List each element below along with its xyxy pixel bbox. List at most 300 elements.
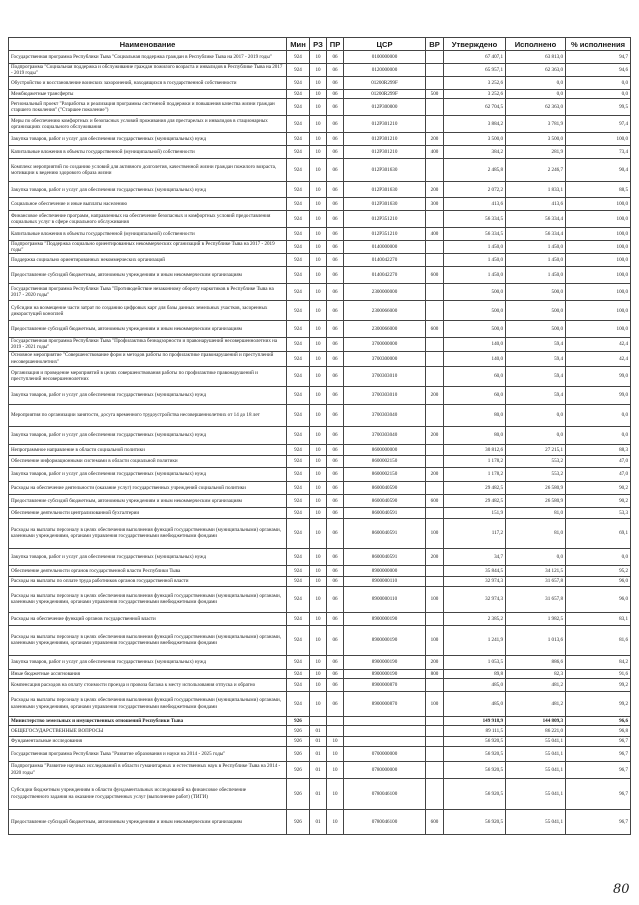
cell-vr	[426, 678, 444, 691]
cell-percent: 100,0	[566, 228, 631, 241]
cell-min: 924	[287, 133, 310, 146]
cell-percent: 100,0	[566, 284, 631, 301]
cell-vr	[426, 99, 444, 116]
cell-vr: 100	[426, 625, 444, 655]
table-row	[9, 669, 631, 678]
cell-vr	[426, 51, 444, 64]
cell-name: Межбюджетные трансферты	[9, 90, 287, 99]
cell-approved: 500,0	[444, 301, 506, 321]
cell-vr	[426, 746, 444, 761]
cell-pr: 06	[327, 494, 344, 507]
header-pr: ПР	[327, 38, 344, 51]
cell-vr: 100	[426, 518, 444, 548]
cell-name: Капитальные вложения в объекты государственной (муниципальной) собственности	[9, 146, 287, 159]
cell-rz: 10	[310, 228, 327, 241]
cell-percent: 99,5	[566, 99, 631, 116]
cell-executed: 144 809,3	[506, 716, 566, 725]
cell-percent: 96,7	[566, 778, 631, 809]
cell-vr	[426, 481, 444, 494]
cell-executed: 1 833,1	[506, 182, 566, 198]
table-row	[9, 736, 631, 746]
cell-csr: 0780000000	[344, 761, 426, 778]
cell-rz: 01	[310, 725, 327, 736]
cell-name: Фундаментальные исследования	[9, 736, 287, 746]
table-row	[9, 182, 631, 198]
cell-vr: 600	[426, 321, 444, 338]
cell-rz: 01	[310, 736, 327, 746]
cell-approved: 485,0	[444, 691, 506, 716]
cell-csr: 01200R299F	[344, 90, 426, 99]
cell-name: Закупка товаров, работ и услуг для обеспечения государственных (муниципальных) нужд	[9, 133, 287, 146]
cell-rz: 10	[310, 444, 327, 455]
cell-executed: 481,2	[506, 691, 566, 716]
cell-executed: 55 041,1	[506, 736, 566, 746]
table-row	[9, 267, 631, 284]
cell-approved: 89 111,5	[444, 725, 506, 736]
cell-csr: 2300000000	[344, 284, 426, 301]
cell-approved: 62 704,5	[444, 99, 506, 116]
cell-min: 924	[287, 254, 310, 267]
cell-name: Закупка товаров, работ и услуг для обеспечения государственных (муниципальных) нужд	[9, 548, 287, 565]
cell-percent: 96,7	[566, 746, 631, 761]
cell-csr: 8900000000	[344, 565, 426, 576]
table-row	[9, 90, 631, 99]
cell-rz: 10	[310, 404, 327, 426]
cell-csr: 012P301630	[344, 159, 426, 182]
cell-percent: 0,0	[566, 90, 631, 99]
cell-csr: 0100000000	[344, 51, 426, 64]
cell-executed: 31 657,8	[506, 586, 566, 612]
cell-rz: 10	[310, 301, 327, 321]
cell-pr: 06	[327, 444, 344, 455]
cell-executed: 26 580,9	[506, 494, 566, 507]
cell-name: Региональный проект "Разработка и реализация программы системной поддержки и повышения качества жизни граждан старшего поколения" ("Старшее поколение")	[9, 99, 287, 116]
cell-pr: 06	[327, 267, 344, 284]
cell-approved: 32 974,3	[444, 576, 506, 586]
cell-rz: 10	[310, 669, 327, 678]
cell-executed: 0,0	[506, 548, 566, 565]
cell-vr: 200	[426, 386, 444, 404]
header-executed: Исполнено	[506, 38, 566, 51]
table-row	[9, 146, 631, 159]
page-number: 80	[613, 882, 630, 897]
cell-executed: 31 657,8	[506, 576, 566, 586]
cell-name: Подпрограмма "Социальная поддержка и обслуживание граждан пожилого возраста и инвалидов в Республике Тыва на 2017 - 2019 годы"	[9, 64, 287, 77]
cell-percent: 69,1	[566, 518, 631, 548]
cell-min: 924	[287, 576, 310, 586]
cell-pr: 06	[327, 90, 344, 99]
budget-table	[8, 37, 631, 835]
cell-rz: 01	[310, 809, 327, 834]
cell-rz: 10	[310, 426, 327, 444]
cell-approved: 30 812,6	[444, 444, 506, 455]
cell-name: Расходы на выплаты по оплате труда работников органов государственной власти	[9, 576, 287, 586]
cell-vr: 100	[426, 586, 444, 612]
cell-vr: 400	[426, 228, 444, 241]
cell-executed: 2 246,7	[506, 159, 566, 182]
cell-percent: 99,0	[566, 366, 631, 386]
cell-min: 926	[287, 761, 310, 778]
cell-executed: 63 813,0	[506, 51, 566, 64]
cell-csr	[344, 716, 426, 725]
cell-vr	[426, 241, 444, 254]
cell-csr: 3700303010	[344, 386, 426, 404]
cell-csr: 8900000110	[344, 576, 426, 586]
cell-min: 924	[287, 386, 310, 404]
cell-executed: 500,0	[506, 301, 566, 321]
cell-pr: 06	[327, 678, 344, 691]
cell-vr	[426, 576, 444, 586]
table-row	[9, 494, 631, 507]
cell-approved: 2 072,2	[444, 182, 506, 198]
cell-percent: 100,0	[566, 133, 631, 146]
cell-rz: 10	[310, 51, 327, 64]
cell-pr: 06	[327, 211, 344, 228]
cell-rz: 10	[310, 467, 327, 481]
table-row	[9, 612, 631, 625]
cell-min: 924	[287, 321, 310, 338]
table-row	[9, 455, 631, 467]
cell-pr: 10	[327, 736, 344, 746]
cell-approved: 3 252,6	[444, 90, 506, 99]
cell-pr	[327, 716, 344, 725]
cell-executed: 59,4	[506, 351, 566, 366]
cell-percent: 96,0	[566, 576, 631, 586]
cell-vr: 500	[426, 90, 444, 99]
cell-percent: 0,0	[566, 426, 631, 444]
table-header-row	[9, 38, 631, 51]
cell-rz: 10	[310, 241, 327, 254]
cell-executed: 86 221,0	[506, 725, 566, 736]
cell-executed: 500,0	[506, 284, 566, 301]
cell-rz: 10	[310, 678, 327, 691]
table-row	[9, 481, 631, 494]
cell-percent: 100,0	[566, 321, 631, 338]
table-row	[9, 198, 631, 211]
cell-percent: 88,3	[566, 444, 631, 455]
cell-vr	[426, 351, 444, 366]
cell-csr: 3700303040	[344, 404, 426, 426]
cell-approved: 500,0	[444, 321, 506, 338]
cell-rz: 10	[310, 655, 327, 669]
cell-pr: 06	[327, 404, 344, 426]
cell-min: 924	[287, 351, 310, 366]
cell-executed: 886,6	[506, 655, 566, 669]
cell-rz: 10	[310, 198, 327, 211]
table-row	[9, 77, 631, 90]
cell-percent: 83,1	[566, 612, 631, 625]
table-row	[9, 404, 631, 426]
cell-name: Финансовое обеспечение программ, направленных на обеспечение безопасных и комфортных условий предоставления социальных услуг в сфере социального обслуживания	[9, 211, 287, 228]
cell-approved: 485,0	[444, 678, 506, 691]
cell-rz: 10	[310, 284, 327, 301]
cell-executed: 481,2	[506, 678, 566, 691]
cell-percent: 84,2	[566, 655, 631, 669]
cell-rz: 10	[310, 565, 327, 576]
cell-percent: 99,2	[566, 691, 631, 716]
cell-executed: 0,0	[506, 426, 566, 444]
cell-pr: 06	[327, 321, 344, 338]
cell-name: Непрограммное направление в области социальной политики	[9, 444, 287, 455]
cell-pr: 06	[327, 241, 344, 254]
cell-approved: 56 920,5	[444, 736, 506, 746]
cell-rz: 10	[310, 267, 327, 284]
cell-executed: 55 041,1	[506, 746, 566, 761]
table-row	[9, 426, 631, 444]
cell-vr	[426, 211, 444, 228]
cell-pr: 06	[327, 655, 344, 669]
cell-min: 924	[287, 338, 310, 351]
table-row	[9, 116, 631, 133]
cell-executed: 81,0	[506, 518, 566, 548]
cell-approved: 80,0	[444, 404, 506, 426]
cell-rz: 10	[310, 146, 327, 159]
cell-min: 924	[287, 548, 310, 565]
cell-executed: 553,2	[506, 467, 566, 481]
cell-name: Комплекс мероприятий по созданию условий для активного долголетия, качественной жизни граждан пожилого возраста, мотивации к ведению здорового образа жизни	[9, 159, 287, 182]
cell-name: Министерство земельных и имущественных отношений Республики Тыва	[9, 716, 287, 725]
header-min: Мин	[287, 38, 310, 51]
cell-name: Расходы на выплаты персоналу в целях обеспечения выполнения функций государственными (муниципальными) органами, казенными учреждениями, органами управления государственными внебюджетными фондами	[9, 518, 287, 548]
cell-csr: 3700000000	[344, 338, 426, 351]
cell-vr	[426, 778, 444, 809]
table-row	[9, 254, 631, 267]
cell-rz: 01	[310, 746, 327, 761]
cell-percent: 100,0	[566, 198, 631, 211]
cell-name: Обустройство и восстановление воинских захоронений, находящихся в государственной собственности	[9, 77, 287, 90]
cell-name: Государственная программа Республики Тыва "Профилактика безнадзорности и правонарушений несовершеннолетних на 2019 - 2021 годы"	[9, 338, 287, 351]
header-csr: ЦСР	[344, 38, 426, 51]
cell-executed: 59,4	[506, 386, 566, 404]
cell-executed: 34 121,5	[506, 565, 566, 576]
cell-vr: 200	[426, 655, 444, 669]
cell-csr: 8900000190	[344, 625, 426, 655]
cell-pr: 06	[327, 146, 344, 159]
cell-name: Закупка товаров, работ и услуг для обеспечения государственных (муниципальных) нужд	[9, 426, 287, 444]
cell-pr: 06	[327, 576, 344, 586]
cell-name: Поддержка социально ориентированных некоммерческих организаций	[9, 254, 287, 267]
cell-csr: 3700303040	[344, 426, 426, 444]
cell-executed: 1 450,0	[506, 267, 566, 284]
cell-executed: 0,0	[506, 404, 566, 426]
cell-approved: 29 482,5	[444, 481, 506, 494]
table-row	[9, 678, 631, 691]
cell-pr: 06	[327, 351, 344, 366]
cell-name: Расходы на обеспечение деятельности (оказание услуг) государственных учреждений социальной политики	[9, 481, 287, 494]
cell-approved: 3 252,6	[444, 77, 506, 90]
cell-approved: 35 844,5	[444, 565, 506, 576]
cell-approved: 140,0	[444, 338, 506, 351]
table-row	[9, 386, 631, 404]
cell-rz: 10	[310, 116, 327, 133]
table-row	[9, 64, 631, 77]
cell-csr: 8600040591	[344, 548, 426, 565]
cell-pr: 06	[327, 77, 344, 90]
cell-approved: 32 974,3	[444, 586, 506, 612]
cell-rz: 10	[310, 625, 327, 655]
table-row	[9, 548, 631, 565]
cell-vr: 200	[426, 133, 444, 146]
cell-rz: 10	[310, 507, 327, 518]
cell-rz: 10	[310, 338, 327, 351]
cell-pr: 06	[327, 198, 344, 211]
cell-approved: 60,0	[444, 366, 506, 386]
cell-name: Расходы на выплаты персоналу в целях обеспечения выполнения функций государственными (муниципальными) органами, казенными учреждениями, органами управления государственными внебюджетными фондами	[9, 691, 287, 716]
cell-rz: 10	[310, 494, 327, 507]
cell-approved: 34,7	[444, 548, 506, 565]
cell-csr: 012P301210	[344, 146, 426, 159]
cell-pr: 06	[327, 565, 344, 576]
cell-min: 926	[287, 736, 310, 746]
cell-percent: 96,6	[566, 716, 631, 725]
cell-percent: 90,2	[566, 494, 631, 507]
cell-min: 926	[287, 778, 310, 809]
cell-vr	[426, 455, 444, 467]
cell-rz: 10	[310, 576, 327, 586]
cell-name: Предоставление субсидий бюджетным, автономным учреждениям и иным некоммерческим организациям	[9, 321, 287, 338]
cell-csr: 8600000000	[344, 444, 426, 455]
cell-vr: 600	[426, 809, 444, 834]
cell-rz	[310, 716, 327, 725]
cell-min: 924	[287, 612, 310, 625]
cell-csr: 8900000190	[344, 612, 426, 625]
cell-vr	[426, 444, 444, 455]
cell-approved: 56 334,5	[444, 211, 506, 228]
cell-percent: 90,2	[566, 481, 631, 494]
table-row	[9, 321, 631, 338]
cell-min: 926	[287, 809, 310, 834]
cell-percent: 100,0	[566, 211, 631, 228]
cell-min: 924	[287, 625, 310, 655]
cell-rz: 10	[310, 133, 327, 146]
cell-approved: 384,2	[444, 146, 506, 159]
cell-pr: 06	[327, 455, 344, 467]
cell-pr: 06	[327, 481, 344, 494]
table-body	[9, 51, 631, 835]
cell-pr: 06	[327, 518, 344, 548]
cell-min: 924	[287, 404, 310, 426]
table-row	[9, 301, 631, 321]
cell-pr: 10	[327, 761, 344, 778]
cell-name: Компенсация расходов на оплату стоимости проезда и провоза багажа к месту использования отпуска и обратно	[9, 678, 287, 691]
cell-name: Государственная программа Республики Тыва "Противодействие незаконному обороту наркотиков в Республике Тыва на 2017 - 2020 годы"	[9, 284, 287, 301]
cell-vr	[426, 116, 444, 133]
cell-csr: 8900000110	[344, 586, 426, 612]
cell-csr: 8600040591	[344, 507, 426, 518]
cell-vr	[426, 338, 444, 351]
header-vr: ВР	[426, 38, 444, 51]
cell-min: 926	[287, 716, 310, 725]
header-rz: РЗ	[310, 38, 327, 51]
cell-percent: 100,0	[566, 254, 631, 267]
cell-min: 924	[287, 90, 310, 99]
cell-rz: 10	[310, 211, 327, 228]
cell-rz: 10	[310, 159, 327, 182]
cell-pr: 06	[327, 586, 344, 612]
cell-name: Расходы на выплаты персоналу в целях обеспечения выполнения функций государственными (муниципальными) органами, казенными учреждениями, органами управления государственными внебюджетными фондами	[9, 586, 287, 612]
cell-executed: 56 334,4	[506, 211, 566, 228]
cell-csr: 012P301210	[344, 133, 426, 146]
cell-percent: 94,6	[566, 64, 631, 77]
cell-name: Иные бюджетные ассигнования	[9, 669, 287, 678]
cell-csr: 0140042270	[344, 254, 426, 267]
cell-pr: 06	[327, 625, 344, 655]
cell-percent: 42,4	[566, 351, 631, 366]
cell-min: 924	[287, 211, 310, 228]
cell-pr: 06	[327, 338, 344, 351]
cell-name: Государственная программа Республики Тыва "Развитие образования и науки на 2014 - 2025 годы"	[9, 746, 287, 761]
cell-min: 924	[287, 116, 310, 133]
cell-pr: 06	[327, 366, 344, 386]
cell-name: ОБЩЕГОСУДАРСТВЕННЫЕ ВОПРОСЫ	[9, 725, 287, 736]
cell-csr: 012P301630	[344, 182, 426, 198]
cell-percent: 96,7	[566, 761, 631, 778]
cell-executed: 3 500,0	[506, 133, 566, 146]
cell-min: 924	[287, 51, 310, 64]
cell-executed: 1 013,6	[506, 625, 566, 655]
cell-executed: 62 363,0	[506, 64, 566, 77]
table-row	[9, 467, 631, 481]
cell-csr: 012P301630	[344, 198, 426, 211]
cell-min: 924	[287, 678, 310, 691]
cell-executed: 82,3	[506, 669, 566, 678]
cell-approved: 117,2	[444, 518, 506, 548]
cell-rz: 10	[310, 366, 327, 386]
cell-name: Закупка товаров, работ и услуг для обеспечения государственных (муниципальных) нужд	[9, 182, 287, 198]
cell-rz: 10	[310, 77, 327, 90]
cell-approved: 3 500,0	[444, 133, 506, 146]
cell-vr	[426, 736, 444, 746]
cell-percent: 95,2	[566, 565, 631, 576]
cell-vr	[426, 64, 444, 77]
table-row	[9, 518, 631, 548]
header-name: Наименование	[9, 38, 287, 51]
cell-vr	[426, 77, 444, 90]
cell-executed: 3 781,9	[506, 116, 566, 133]
cell-percent: 100,0	[566, 241, 631, 254]
cell-name: Обеспечение деятельности органов государственной власти Республики Тыва	[9, 565, 287, 576]
cell-percent: 47,0	[566, 467, 631, 481]
cell-vr	[426, 725, 444, 736]
cell-executed: 1 982,5	[506, 612, 566, 625]
cell-pr: 06	[327, 133, 344, 146]
cell-csr: 8900000190	[344, 669, 426, 678]
cell-approved: 1 450,0	[444, 254, 506, 267]
cell-csr	[344, 725, 426, 736]
cell-min: 924	[287, 228, 310, 241]
cell-executed: 1 450,0	[506, 254, 566, 267]
cell-csr: 0140000000	[344, 241, 426, 254]
cell-csr: 0120000000	[344, 64, 426, 77]
cell-approved: 1 178,2	[444, 467, 506, 481]
cell-vr: 600	[426, 267, 444, 284]
cell-min: 926	[287, 746, 310, 761]
cell-vr	[426, 254, 444, 267]
cell-csr: 8900000190	[344, 655, 426, 669]
cell-vr: 300	[426, 198, 444, 211]
cell-approved: 149 918,9	[444, 716, 506, 725]
cell-name: Предоставление субсидий бюджетным, автономным учреждениям и иным некоммерческим организациям	[9, 809, 287, 834]
table-row	[9, 338, 631, 351]
cell-rz: 10	[310, 321, 327, 338]
cell-executed: 59,4	[506, 338, 566, 351]
cell-csr	[344, 736, 426, 746]
cell-executed: 27 215,1	[506, 444, 566, 455]
table-row	[9, 133, 631, 146]
cell-min: 924	[287, 494, 310, 507]
cell-rz: 10	[310, 691, 327, 716]
table-row	[9, 655, 631, 669]
